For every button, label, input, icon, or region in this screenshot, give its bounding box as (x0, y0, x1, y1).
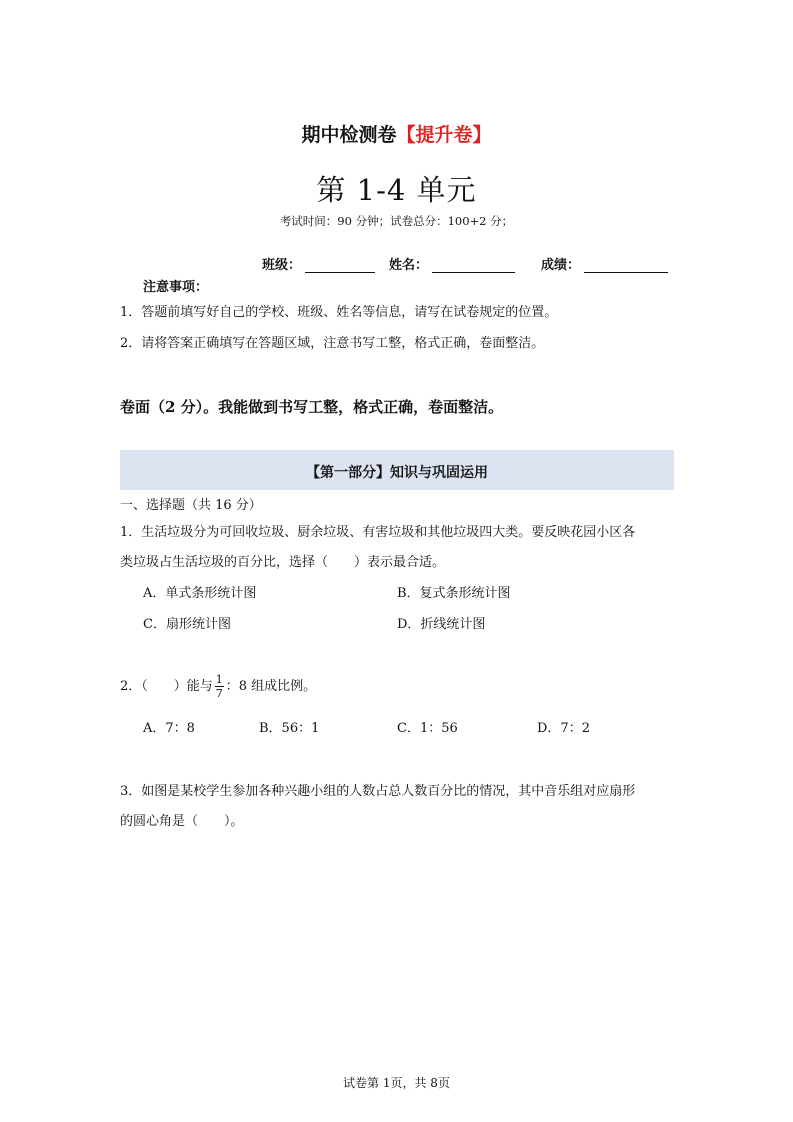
notice-item: 1．答题前填写好自己的学校、班级、姓名等信息，请写在试卷规定的位置。 (120, 305, 558, 320)
exam-title-highlight: 【提升卷】 (396, 124, 492, 146)
name-field[interactable] (389, 254, 521, 273)
q2-option-b[interactable]: B．56：1 (259, 721, 320, 736)
notice-item: 2．请将答案正确填写在答题区域，注意书写工整，格式正确，卷面整洁。 (120, 336, 545, 351)
question-1-line-2: 类垃圾占生活垃圾的百分比，选择（ ）表示最合适。 (120, 555, 446, 570)
exam-info: 考试时间：90 分钟；试卷总分：100+2 分； (279, 214, 514, 228)
question-1-line-1: 1．生活垃圾分为可回收垃圾、厨余垃圾、有害垃圾和其他垃圾四大类。要反映花园小区各 (120, 525, 636, 540)
exam-title (0, 120, 793, 147)
section-title: 一、选择题（共 16 分） (120, 498, 262, 513)
score-blank[interactable] (584, 258, 668, 273)
name-label: 姓名： (389, 258, 429, 273)
class-label: 班级： (262, 258, 302, 273)
name-blank[interactable] (432, 258, 515, 273)
class-field[interactable] (262, 254, 375, 273)
notice-heading: 注意事项： (143, 280, 209, 295)
q1-option-b[interactable]: B．复式条形统计图 (397, 586, 511, 601)
q2-option-a[interactable]: A．7：8 (143, 721, 195, 736)
q2-fraction-denominator: 7 (215, 687, 223, 700)
class-blank[interactable] (305, 258, 375, 273)
part-one-title: 【第一部分】知识与巩固运用 (306, 465, 488, 481)
question-3-line-1: 3．如图是某校学生参加各种兴趣小组的人数占总人数百分比的情况，其中音乐组对应扇形 (120, 784, 636, 799)
q2-option-d[interactable]: D．7：2 (537, 721, 590, 736)
student-fields (262, 254, 682, 273)
q2-option-c[interactable]: C．1：56 (397, 721, 458, 736)
question-2 (120, 673, 316, 700)
unit-heading: 第 1-4 单元 (316, 173, 477, 207)
q2-suffix: ：8 组成比例。 (225, 679, 317, 694)
q2-prefix: 2．（ ）能与 (120, 679, 213, 694)
page-footer: 试卷第 1页，共 8页 (343, 1076, 450, 1090)
part-one-banner (120, 450, 674, 490)
exam-title-main: 期中检测卷 (301, 124, 397, 146)
q1-option-c[interactable]: C．扇形统计图 (143, 617, 231, 632)
q2-fraction-numerator: 1 (215, 673, 223, 686)
q2-fraction (215, 673, 224, 700)
question-3-line-2: 的圆心角是（ ）。 (120, 814, 244, 829)
score-field[interactable] (541, 254, 668, 273)
score-label: 成绩： (541, 258, 581, 273)
q1-option-a[interactable]: A．单式条形统计图 (143, 586, 257, 601)
neatness-statement: 卷面（2 分）。我能做到书写工整，格式正确，卷面整洁。 (120, 398, 504, 416)
q1-option-d[interactable]: D．折线统计图 (397, 617, 486, 632)
